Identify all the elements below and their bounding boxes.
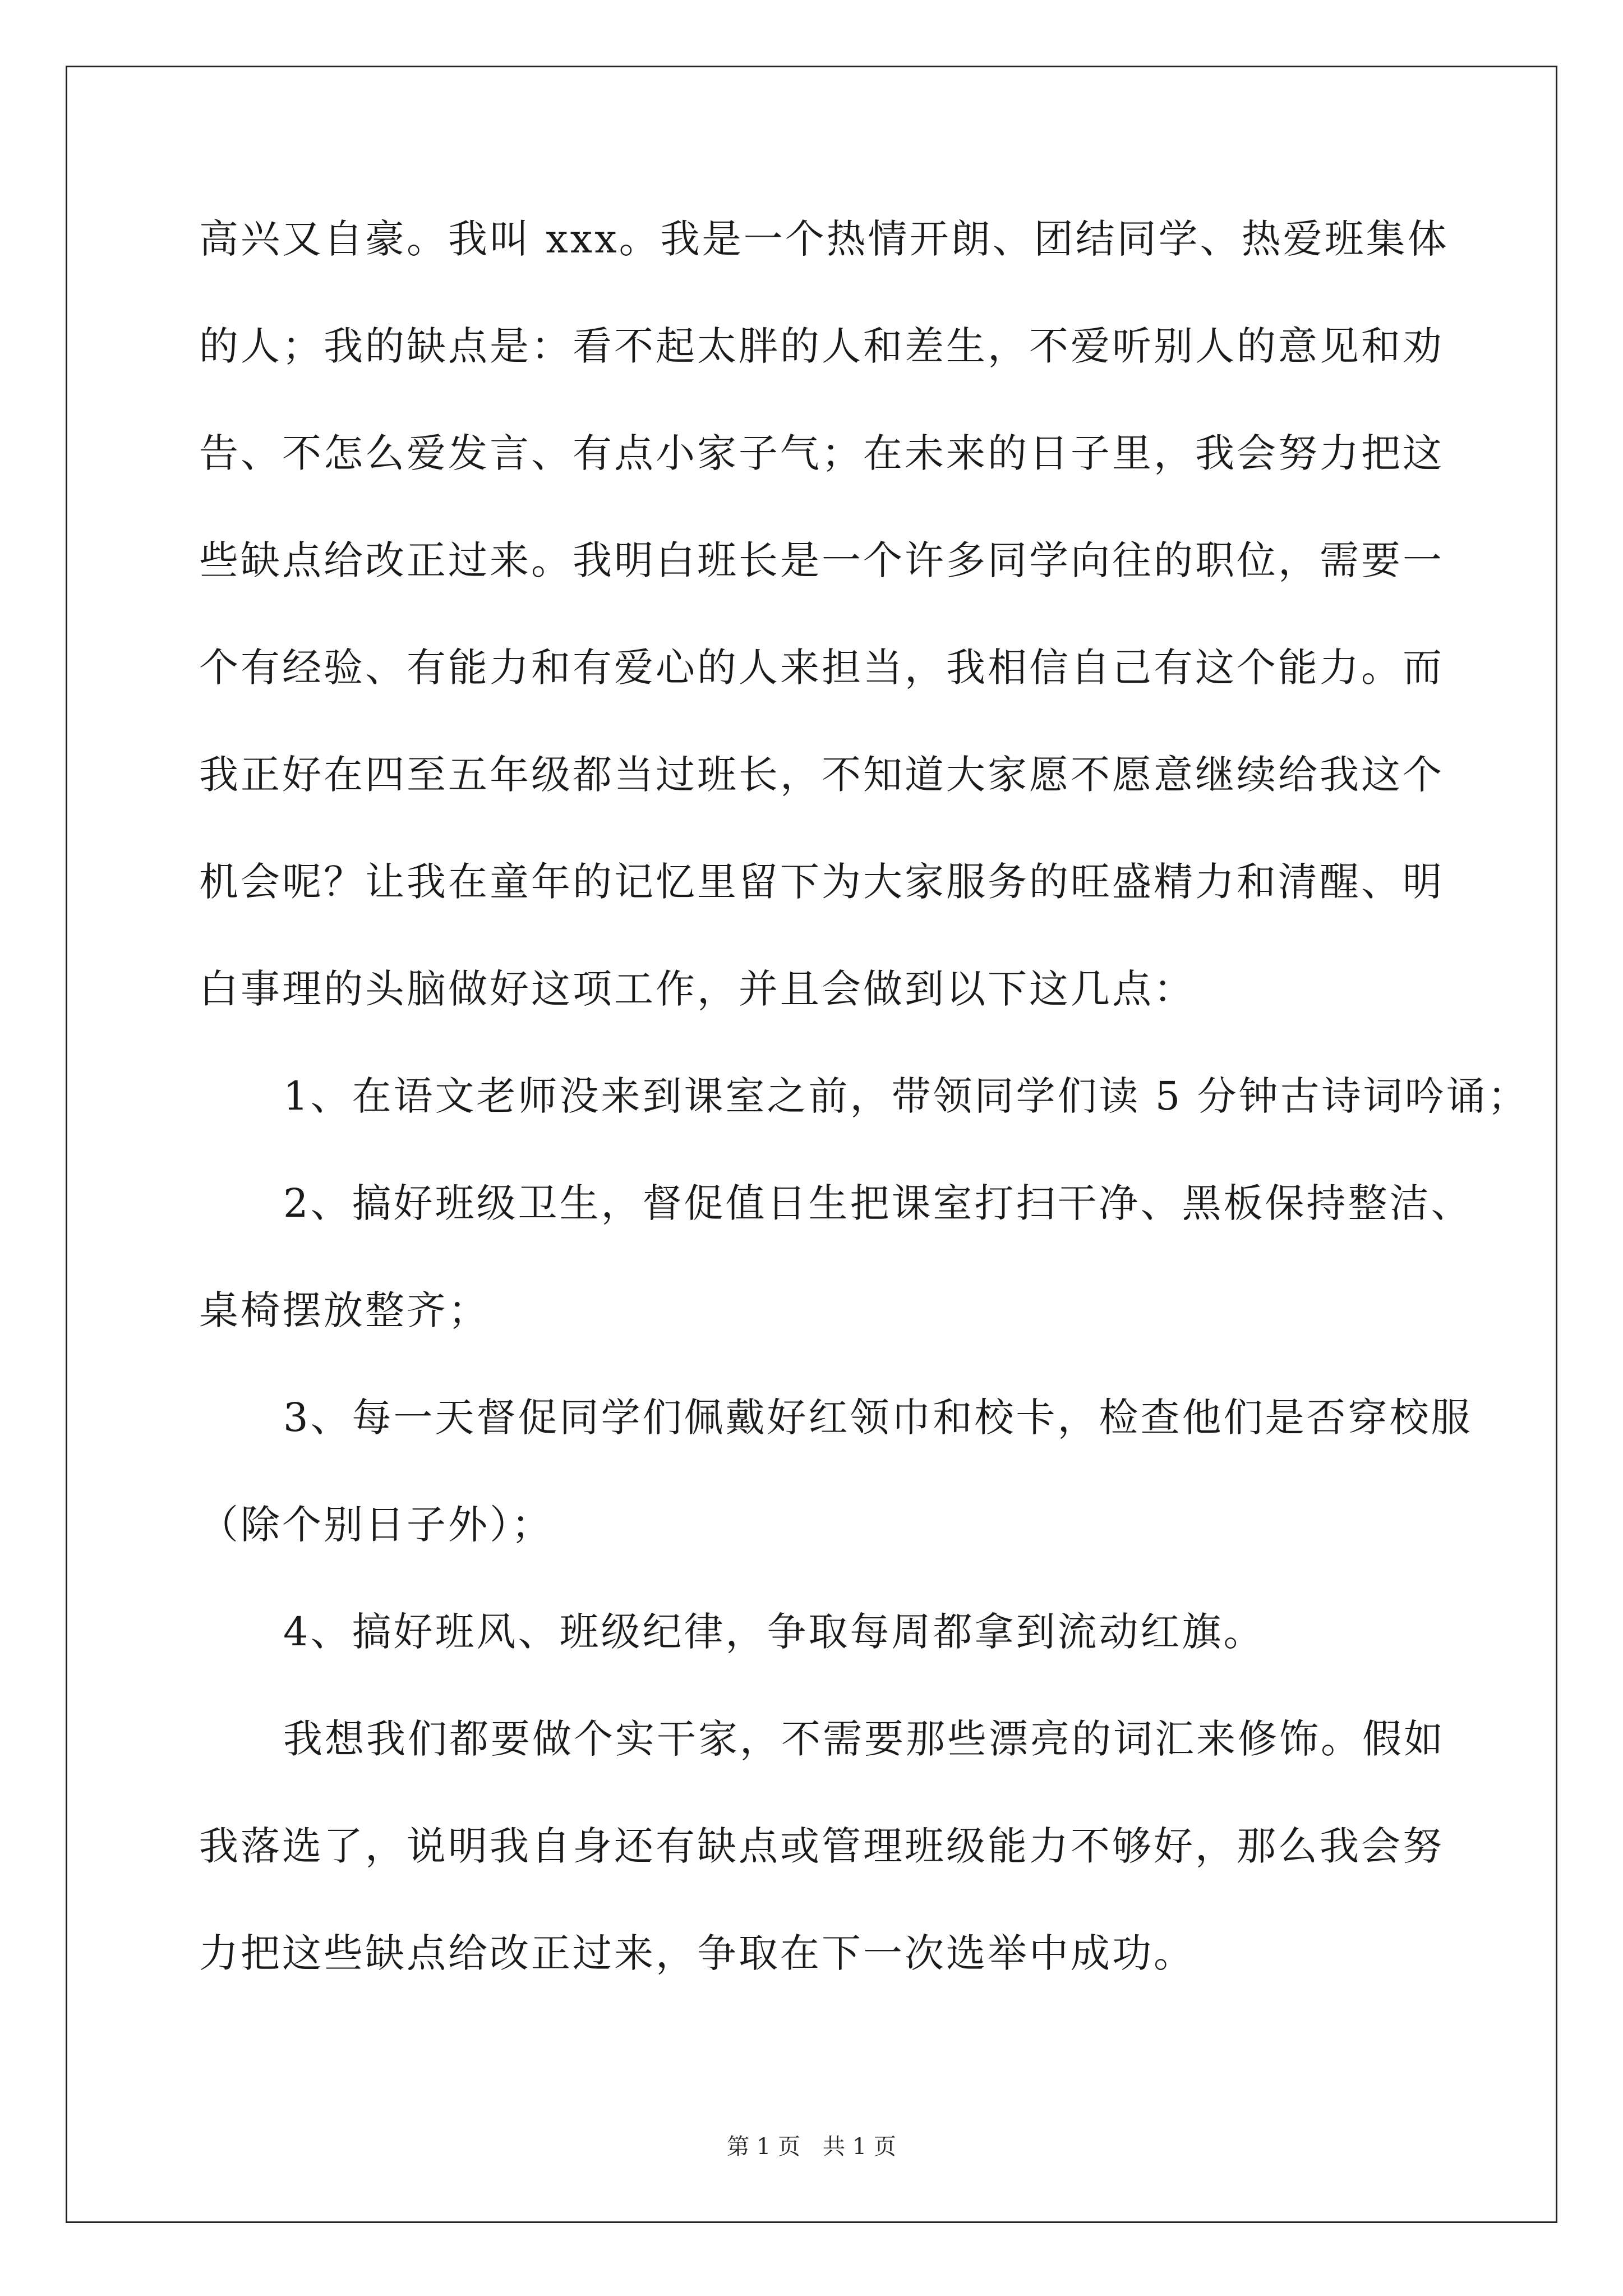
text-line: （除个别日子外）； bbox=[199, 1502, 553, 1548]
page-border bbox=[66, 66, 1557, 2223]
page-number: 第 1 页 共 1 页 bbox=[727, 2134, 896, 2160]
text-line: 我想我们都要做个实干家，不需要那些漂亮的词汇来修饰。假如 bbox=[283, 1716, 1445, 1762]
list-item: 1、在语文老师没来到课室之前，带领同学们读 5 分钟古诗词吟诵； bbox=[283, 1073, 1529, 1119]
text-line: 个有经验、有能力和有爱心的人来担当，我相信自己有这个能力。而 bbox=[199, 645, 1444, 691]
list-item: 3、每一天督促同学们佩戴好红领巾和校卡，检查他们是否穿校服 bbox=[283, 1395, 1473, 1441]
text-line: 告、不怎么爱发言、有点小家子气；在未来的日子里，我会努力把这 bbox=[199, 430, 1444, 476]
text-line: 的人；我的缺点是：看不起太胖的人和差生，不爱听别人的意见和劝 bbox=[199, 323, 1444, 369]
text-line: 些缺点给改正过来。我明白班长是一个许多同学向往的职位，需要一 bbox=[199, 537, 1444, 583]
list-item: 2、搞好班级卫生，督促值日生把课室打扫干净、黑板保持整洁、 bbox=[283, 1180, 1473, 1226]
text-line: 力把这些缺点给改正过来，争取在下一次选举中成功。 bbox=[199, 1930, 1195, 1976]
text-line: 机会呢？让我在童年的记忆里留下为大家服务的旺盛精力和清醒、明 bbox=[199, 859, 1444, 905]
text-line: 我落选了，说明我自身还有缺点或管理班级能力不够好，那么我会努 bbox=[199, 1823, 1444, 1869]
text-line: 白事理的头脑做好这项工作，并且会做到以下这几点： bbox=[199, 966, 1195, 1012]
text-line: 桌椅摆放整齐； bbox=[199, 1287, 490, 1333]
text-line: 高兴又自豪。我叫 xxx。我是一个热情开朗、团结同学、热爱班集体 bbox=[199, 216, 1449, 262]
text-line: 我正好在四至五年级都当过班长，不知道大家愿不愿意继续给我这个 bbox=[199, 752, 1444, 798]
list-item: 4、搞好班风、班级纪律，争取每周都拿到流动红旗。 bbox=[283, 1609, 1265, 1655]
